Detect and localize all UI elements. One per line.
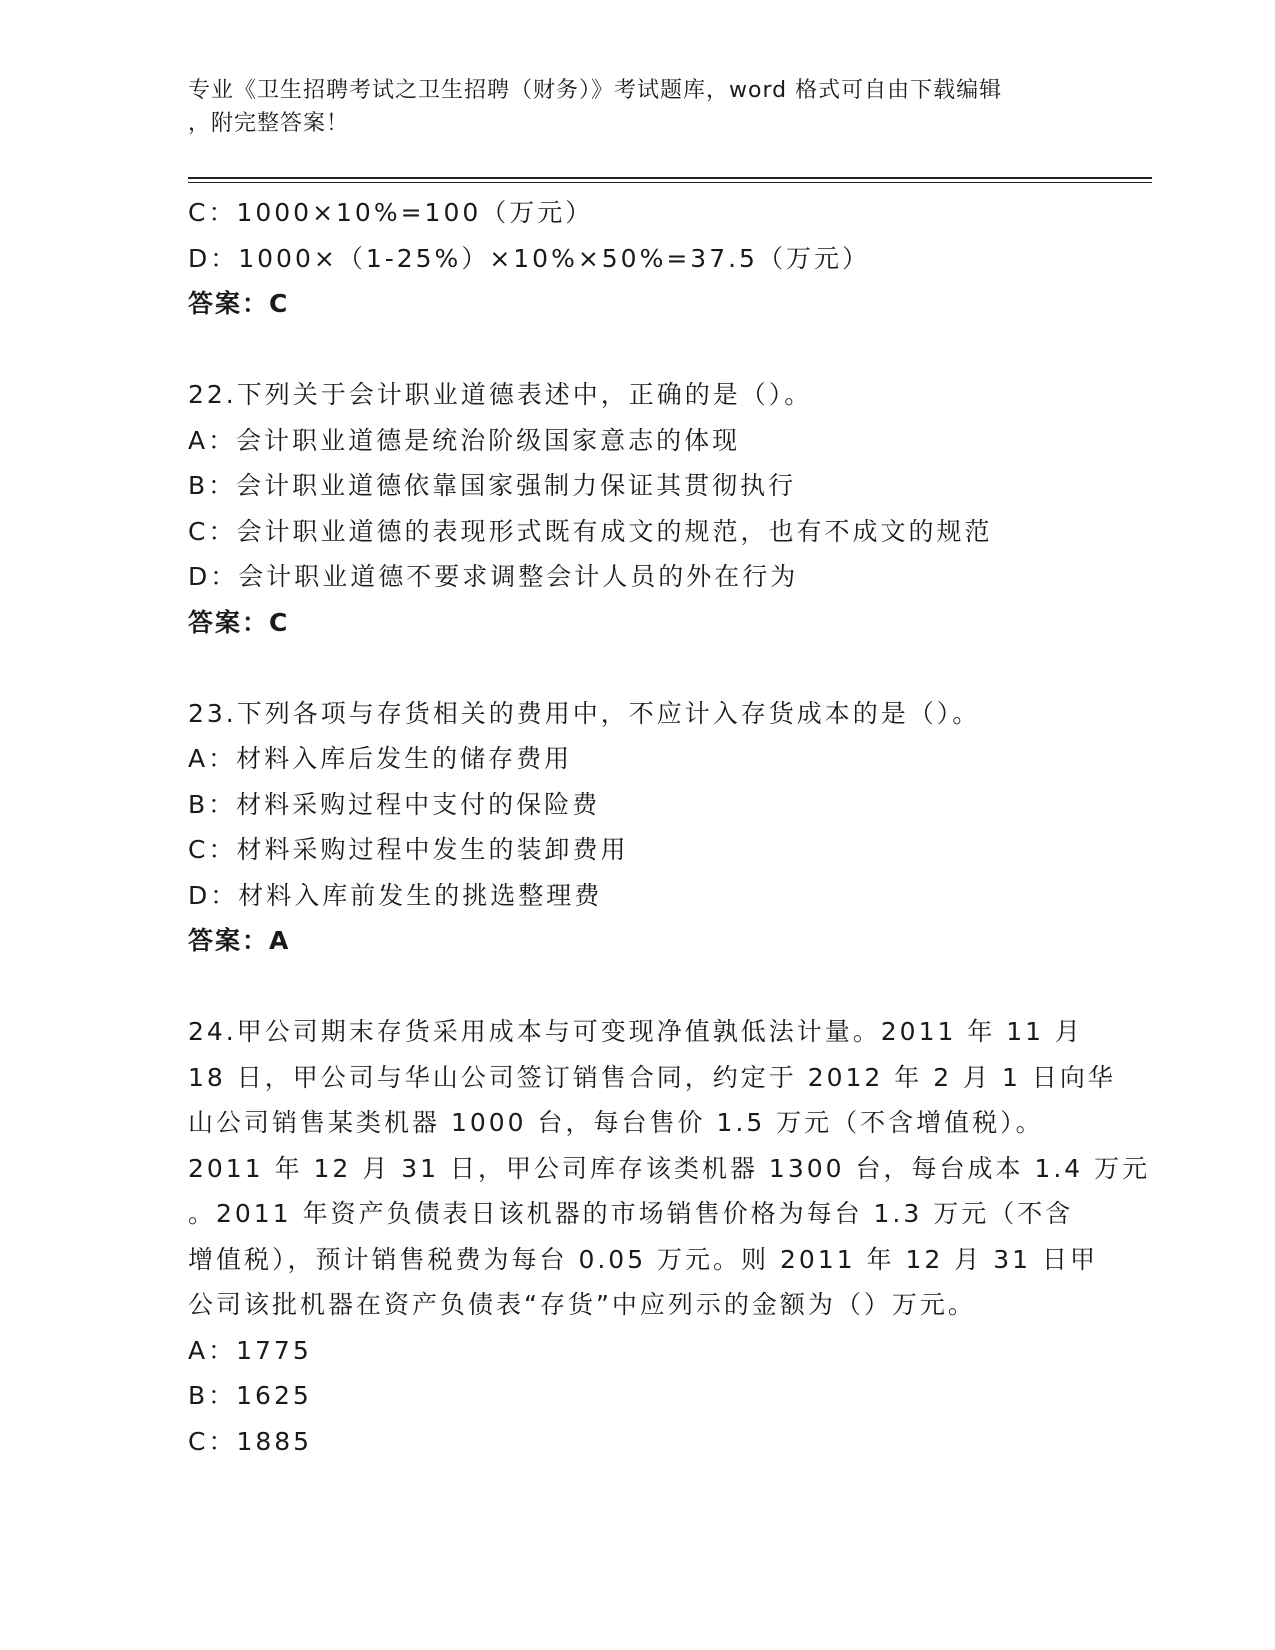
question-stem-line-1: 24.甲公司期末存货采用成本与可变现净值孰低法计量。2011 年 11 月 bbox=[188, 1017, 1084, 1046]
spacer bbox=[188, 964, 1088, 1010]
document-body bbox=[188, 190, 1151, 1464]
option-d: D：材料入库前发生的挑选整理费 bbox=[188, 880, 603, 910]
question-stem-line-4: 2011 年 12 月 31 日，甲公司库存该类机器 1300 台，每台成本 1.4 万元 bbox=[188, 1153, 1151, 1183]
option-b: B：材料采购过程中支付的保险费 bbox=[188, 789, 601, 819]
option-b: B：会计职业道德依靠国家强制力保证其贯彻执行 bbox=[188, 471, 797, 500]
question-stem-line-7: 公司该批机器在资产负债表“存货”中应列示的金额为（）万元。 bbox=[188, 1290, 976, 1319]
question-stem-line-6: 增值税），预计销售税费为每台 0.05 万元。则 2011 年 12 月 31 日甲 bbox=[188, 1244, 1098, 1274]
answer-line: 答案：C bbox=[188, 289, 290, 318]
question-stem: 23.下列各项与存货相关的费用中，不应计入存货成本的是（）。 bbox=[188, 698, 981, 728]
question-21-tail bbox=[188, 190, 1088, 327]
header-divider-thin bbox=[188, 182, 1152, 183]
question-22 bbox=[188, 372, 1088, 645]
question-stem-line-3: 山公司销售某类机器 1000 台，每台售价 1.5 万元（不含增值税）。 bbox=[188, 1108, 1044, 1137]
option-c: C：会计职业道德的表现形式既有成文的规范，也有不成文的规范 bbox=[188, 516, 993, 546]
option-a: A：会计职业道德是统治阶级国家意志的体现 bbox=[188, 425, 741, 455]
option-d: D：会计职业道德不要求调整会计人员的外在行为 bbox=[188, 562, 799, 591]
option-d: D：1000×（1-25%）×10%×50%=37.5（万元） bbox=[188, 243, 870, 273]
question-24 bbox=[188, 1009, 1151, 1464]
option-a: A：材料入库后发生的储存费用 bbox=[188, 744, 573, 773]
question-stem-line-2: 18 日，甲公司与华山公司签订销售合同，约定于 2012 年 2 月 1 日向华 bbox=[188, 1062, 1116, 1092]
spacer bbox=[188, 645, 1088, 691]
answer-line: 答案：C bbox=[188, 607, 290, 637]
header-divider-thick bbox=[188, 177, 1152, 179]
question-23 bbox=[188, 691, 1088, 964]
option-c: C：材料采购过程中发生的装卸费用 bbox=[188, 835, 629, 864]
answer-line: 答案：A bbox=[188, 926, 291, 955]
header-line-2: ，附完整答案！ bbox=[188, 111, 350, 136]
option-c: C：1885 bbox=[188, 1426, 313, 1456]
question-stem: 22.下列关于会计职业道德表述中，正确的是（）。 bbox=[188, 380, 813, 409]
spacer bbox=[188, 327, 1088, 373]
option-b: B：1625 bbox=[188, 1381, 312, 1410]
document-header bbox=[188, 74, 1068, 140]
header-line-1: 专业《卫生招聘考试之卫生招聘（财务）》考试题库，word 格式可自由下载编辑 bbox=[188, 78, 1003, 103]
question-stem-line-5: 。2011 年资产负债表日该机器的市场销售价格为每台 1.3 万元（不含 bbox=[188, 1199, 1074, 1228]
option-c: C：1000×10%=100（万元） bbox=[188, 198, 594, 227]
option-a: A：1775 bbox=[188, 1335, 312, 1365]
